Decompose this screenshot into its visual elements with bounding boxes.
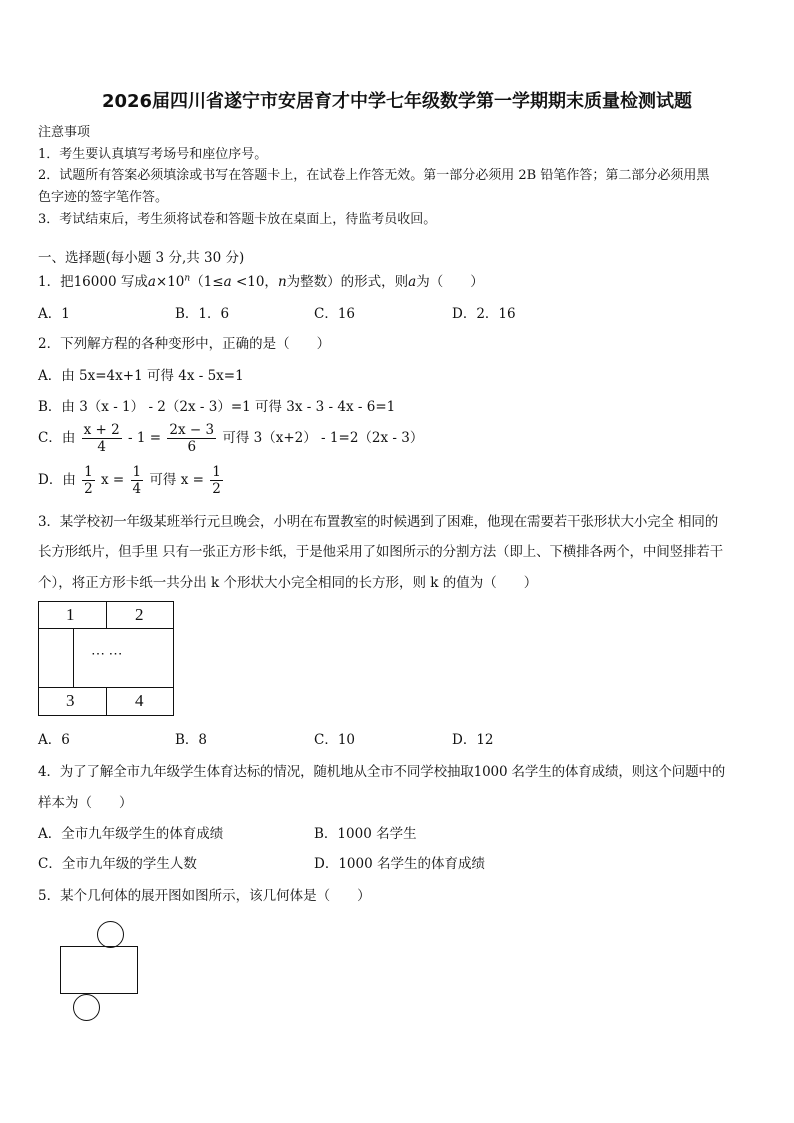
q1-option-d[interactable]: D．2．16: [452, 306, 516, 322]
q4-option-b[interactable]: B．1000 名学生: [314, 826, 417, 842]
question-1: 1．把16000 写成$a\times 10^n(1\le a <10$，n为整数）的形式，则a为（ ）: [38, 273, 484, 290]
grid-line: [39, 628, 173, 629]
question-3-line-3: 个），将正方形卡纸一共分出 k 个形状大小完全相同的长方形，则 k 的值为（ ）: [38, 575, 538, 591]
q2-option-d[interactable]: [38, 464, 225, 497]
numerator: x + 2: [83, 422, 120, 438]
denominator: 2: [84, 481, 93, 497]
notice-item-1: 1．考生要认真填写考场号和座位序号。: [38, 147, 268, 162]
cell-label-3: 3: [66, 691, 75, 710]
fraction: [82, 422, 122, 455]
fraction: [210, 464, 223, 497]
bottom-circle: [73, 994, 100, 1021]
cell-label-2: 2: [135, 605, 144, 624]
page-title: 2026届四川省遂宁市安居育才中学七年级数学第一学期期末质量检测试题: [101, 91, 693, 112]
q2c-post: 可得 3（x+2） - 1=2（2x - 3）: [222, 430, 424, 446]
net-rectangle: [60, 946, 138, 994]
q1-text-c: <10，: [231, 274, 278, 290]
fraction: [131, 464, 144, 497]
fraction: [167, 422, 216, 455]
q2-option-c[interactable]: [38, 422, 423, 455]
q1-option-a[interactable]: A．1: [38, 306, 70, 322]
q1-text-e: 为（ ）: [416, 274, 484, 290]
q2-option-b[interactable]: B．由 3（x - 1） - 2（2x - 3）=1 可得 3x - 3 - 4x - 6=1: [38, 399, 396, 415]
ellipsis: ⋯ ⋯: [91, 647, 123, 662]
q2d-prefix: D．由: [38, 472, 76, 488]
numerator: 1: [212, 464, 221, 480]
denominator: 6: [187, 439, 197, 455]
square-division-figure: [38, 601, 174, 716]
q1-text-a: 1．把16000 写成: [38, 274, 148, 290]
denominator: 2: [212, 481, 221, 497]
q1-text-d: 为整数）的形式，则: [286, 274, 409, 290]
grid-line: [73, 628, 74, 687]
cell-label-4: 4: [135, 691, 144, 710]
grid-line: [106, 687, 107, 715]
question-5: 5．某个几何体的展开图如图所示，该几何体是（ ）: [38, 888, 371, 904]
grid-line: [106, 602, 107, 628]
question-2: 2．下列解方程的各种变形中，正确的是（ ）: [38, 336, 331, 352]
q4-option-c[interactable]: C．全市九年级的学生人数: [38, 856, 197, 872]
q3-option-c[interactable]: C．10: [314, 732, 356, 748]
top-circle: [97, 921, 124, 948]
q2d-mid2: 可得 x =: [149, 472, 204, 488]
question-4-line-2: 样本为（ ）: [38, 795, 133, 811]
q1-option-c[interactable]: C．16: [314, 306, 356, 322]
q1-option-b[interactable]: B．1．6: [175, 306, 230, 322]
denominator: 4: [97, 439, 106, 455]
numerator: 2x − 3: [169, 422, 215, 438]
fraction: [82, 464, 95, 497]
q3-option-d[interactable]: D．12: [452, 732, 494, 748]
q3-option-a[interactable]: A．6: [38, 732, 70, 748]
question-3-line-1: 3．某学校初一年级某班举行元旦晚会，小明在布置教室的时候遇到了困难，他现在需要若干张形状大小完全 相同的: [38, 514, 719, 530]
numerator: 1: [84, 464, 93, 480]
q2-option-a[interactable]: A．由 5x=4x+1 可得 4x - 5x=1: [38, 368, 244, 384]
q2c-prefix: C．由: [38, 430, 76, 446]
denominator: 4: [132, 481, 142, 497]
cell-label-1: 1: [66, 605, 75, 624]
section-heading: 一、选择题(每小题 3 分,共 30 分): [38, 250, 245, 266]
q2d-mid: x =: [101, 472, 125, 488]
question-3-line-2: 长方形纸片，但手里 只有一张正方形卡纸，于是他采用了如图所示的分割方法（即上、下横排各两个，中间竖排若干: [38, 544, 723, 560]
notice-heading: 注意事项: [38, 125, 91, 140]
q3-option-b[interactable]: B．8: [175, 732, 208, 748]
notice-item-3: 3．考试结束后，考生须将试卷和答题卡放在桌面上，待监考员收回。: [38, 212, 437, 227]
question-4-line-1: 4．为了了解全市九年级学生体育达标的情况，随机地从全市不同学校抽取1000 名学生的体育成绩，则这个问题中的: [38, 764, 726, 780]
notice-item-2: 2．试题所有答案必须填涂或书写在答题卡上，在试卷上作答无效。第一部分必须用 2B 铅笔作答；第二部分必须用黑: [38, 168, 710, 183]
q2c-mid: - 1 =: [128, 430, 162, 446]
numerator: 1: [132, 464, 142, 480]
q1-text-b: （1≤: [190, 274, 224, 290]
notice-item-2-cont: 色字迹的签字笔作答。: [38, 190, 169, 205]
q4-option-a[interactable]: A．全市九年级学生的体育成绩: [38, 826, 224, 842]
q4-option-d[interactable]: D．1000 名学生的体育成绩: [314, 856, 485, 872]
